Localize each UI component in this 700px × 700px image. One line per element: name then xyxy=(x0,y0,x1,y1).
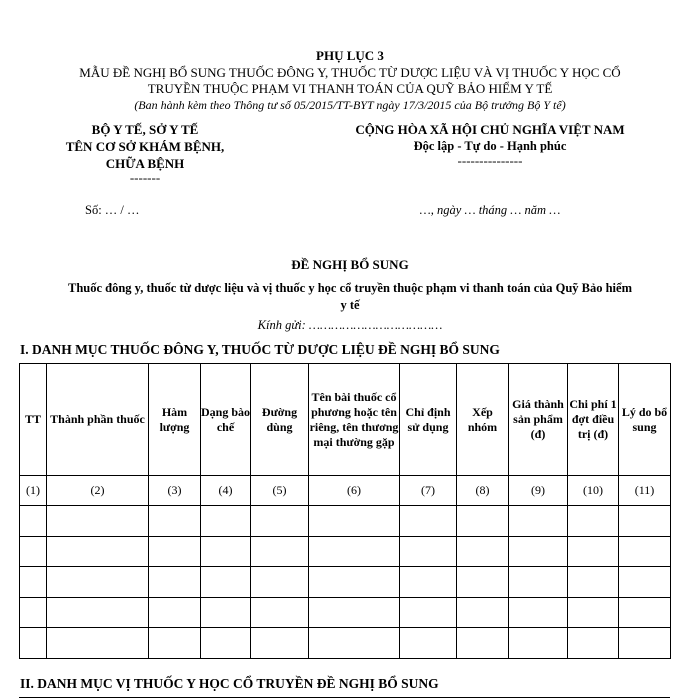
request-subject xyxy=(20,280,680,314)
section-1-title: I. DANH MỤC THUỐC ĐÔNG Y, THUỐC TỪ DƯỢC LIỆU ĐỀ NGHỊ BỔ SUNG xyxy=(20,342,500,357)
medicine-table-grid xyxy=(19,363,671,659)
column-index: (5) xyxy=(251,476,309,506)
national-motto: Độc lập - Tự do - Hạnh phúc xyxy=(413,139,567,153)
column-header: Giá thành sản phẩm (đ) xyxy=(509,364,568,476)
column-index: (6) xyxy=(309,476,400,506)
column-index: (4) xyxy=(201,476,251,506)
appendix-title: PHỤ LỤC 3 xyxy=(316,48,384,63)
column-header: Xếp nhóm xyxy=(457,364,509,476)
agency-dashes: ------- xyxy=(129,170,161,185)
column-header: Thành phần thuốc xyxy=(47,364,149,476)
request-subject-line-2: y tế xyxy=(340,298,360,312)
table-row xyxy=(20,506,671,537)
table-row xyxy=(20,567,671,598)
request-subject-line-1: Thuốc đông y, thuốc từ dược liệu và vị thuốc y học cổ truyền thuộc phạm vi thanh toán của Quỹ Bảo hiểm xyxy=(67,281,632,295)
column-index: (2) xyxy=(47,476,149,506)
column-header: Đường dùng xyxy=(251,364,309,476)
section-2-table-top-border xyxy=(19,697,670,698)
column-index: (11) xyxy=(619,476,671,506)
column-header: Tên bài thuốc cổ phương hoặc tên riêng, tên thương mại thường gặp xyxy=(309,364,400,476)
column-index: (9) xyxy=(509,476,568,506)
column-header: Chi phí 1 đợt điều trị (đ) xyxy=(568,364,619,476)
table-row xyxy=(20,597,671,628)
section-2-title: II. DANH MỤC VỊ THUỐC Y HỌC CỔ TRUYỀN ĐỀ NGHỊ BỔ SUNG xyxy=(20,676,439,691)
column-index: (1) xyxy=(20,476,47,506)
column-header: TT xyxy=(20,364,47,476)
motto-dashes: --------------- xyxy=(457,153,523,168)
recipient-line: Kính gửi: ……………………………… xyxy=(257,318,443,332)
column-index: (7) xyxy=(400,476,457,506)
table-header-row xyxy=(20,364,671,476)
table-row xyxy=(20,628,671,659)
issued-note: (Ban hành kèm theo Thông tư số 05/2015/TT-BYT ngày 17/3/2015 của Bộ trưởng Bộ Y tế) xyxy=(134,98,566,112)
column-index: (8) xyxy=(457,476,509,506)
document-number: Số: … / … xyxy=(85,203,140,217)
medicine-table xyxy=(19,363,670,659)
national-title: CỘNG HÒA XÃ HỘI CHỦ NGHĨA VIỆT NAM xyxy=(355,122,625,137)
column-header: Lý do bổ sung xyxy=(619,364,671,476)
agency-line-1: BỘ Y TẾ, SỞ Y TẾ xyxy=(91,122,199,137)
column-index-row xyxy=(20,476,671,506)
agency-line-3: CHỮA BỆNH xyxy=(105,156,185,171)
form-title-line-1: MẪU ĐỀ NGHỊ BỔ SUNG THUỐC ĐÔNG Y, THUỐC TỪ DƯỢC LIỆU VÀ VỊ THUỐC Y HỌC CỔ xyxy=(79,65,621,80)
column-header: Dạng bào chế xyxy=(201,364,251,476)
request-heading: ĐỀ NGHỊ BỔ SUNG xyxy=(291,257,409,272)
column-header: Chỉ định sử dụng xyxy=(400,364,457,476)
national-header-block xyxy=(290,121,690,167)
column-header: Hàm lượng xyxy=(149,364,201,476)
date-line: …, ngày … tháng … năm … xyxy=(419,203,561,217)
issuing-agency-block xyxy=(30,121,260,184)
table-row xyxy=(20,536,671,567)
column-index: (10) xyxy=(568,476,619,506)
form-title-line-2: TRUYỀN THUỘC PHẠM VI THANH TOÁN CỦA QUỸ BẢO HIỂM Y TẾ xyxy=(147,81,553,96)
column-index: (3) xyxy=(149,476,201,506)
agency-line-2: TÊN CƠ SỞ KHÁM BỆNH, xyxy=(65,139,225,154)
